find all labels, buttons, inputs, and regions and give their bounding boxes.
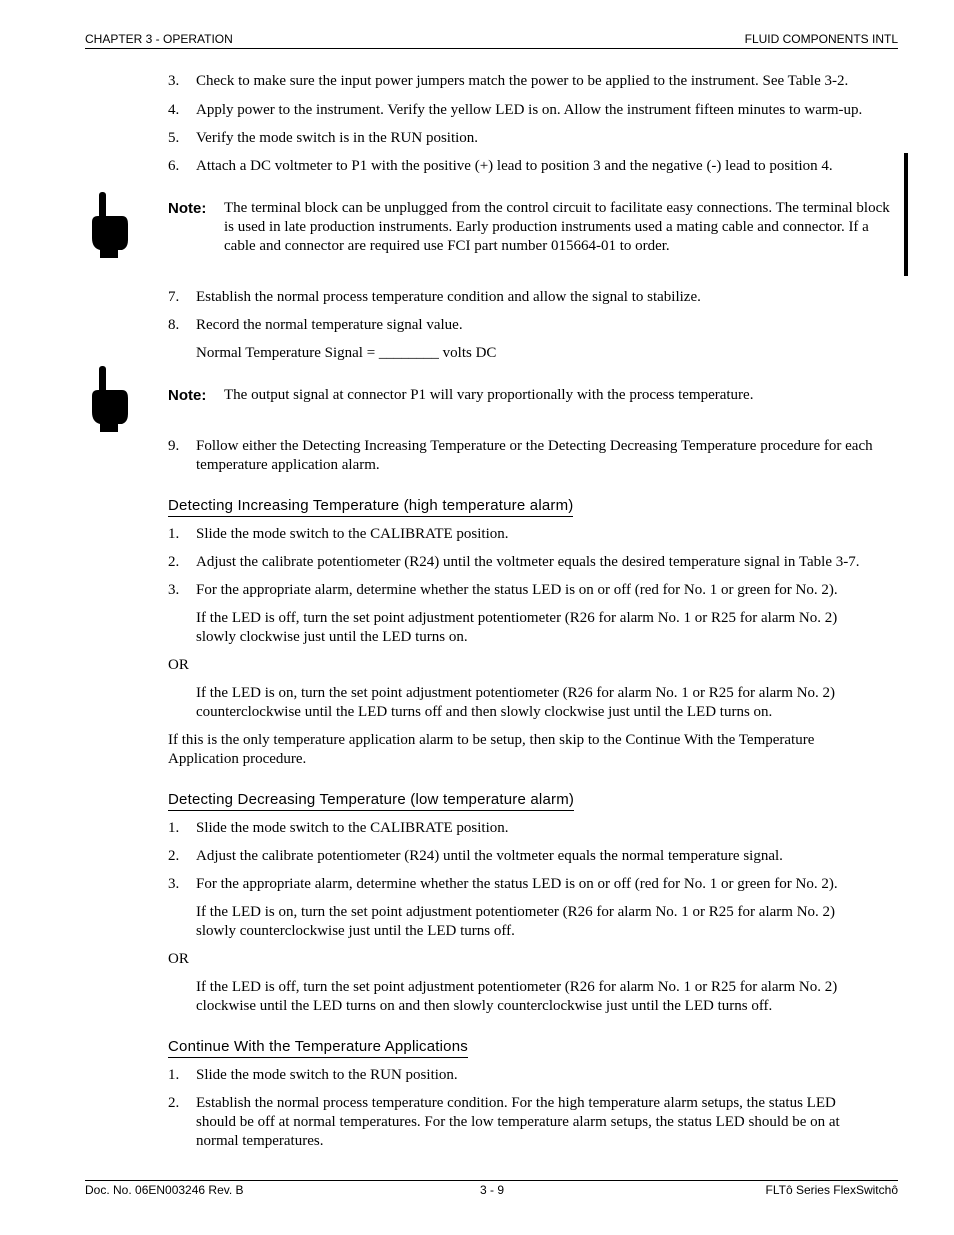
step-text: Slide the mode switch to the RUN position. xyxy=(196,1067,458,1083)
page-footer xyxy=(85,1180,898,1201)
step-number: 2. xyxy=(168,1095,180,1111)
step-text: Establish the normal process temperature condition and allow the signal to stabilize. xyxy=(196,289,701,305)
step-number: 4. xyxy=(168,102,180,118)
revision-change-bar xyxy=(904,153,908,276)
footer-doc-number: Doc. No. 06EN003246 Rev. B xyxy=(85,1183,244,1197)
step-number: 6. xyxy=(168,158,180,174)
page-header xyxy=(85,32,898,49)
or-separator: OR xyxy=(168,657,189,673)
step-text: Slide the mode switch to the CALIBRATE position. xyxy=(196,526,509,542)
step-number: 1. xyxy=(168,526,180,542)
note-label: Note: xyxy=(168,387,207,404)
section-heading-decreasing: Detecting Decreasing Temperature (low temperature alarm) xyxy=(168,791,574,811)
step-number: 1. xyxy=(168,820,180,836)
signal-record-line: Normal Temperature Signal = ________ volts DC xyxy=(196,345,497,361)
step-number: 2. xyxy=(168,848,180,864)
procedure-paragraph: If this is the only temperature application alarm to be setup, then skip to the Continue With the Temperature Application procedure. xyxy=(168,732,815,767)
step-text: Slide the mode switch to the CALIBRATE position. xyxy=(196,820,509,836)
step-number: 3. xyxy=(168,582,180,598)
step-text: Attach a DC voltmeter to P1 with the positive (+) lead to position 3 and the negative (-) lead to position 4. xyxy=(196,158,833,174)
footer-page-number: 3 - 9 xyxy=(480,1183,505,1197)
step-number: 8. xyxy=(168,317,180,333)
step-text: For the appropriate alarm, determine whether the status LED is on or off (red for No. 1 or green for No. 2). xyxy=(196,582,838,598)
step-number: 1. xyxy=(168,1067,180,1083)
step-text: Follow either the Detecting Increasing Temperature or the Detecting Decreasing Temperature procedure for each temperature application alarm. xyxy=(196,438,873,473)
step-number: 2. xyxy=(168,554,180,570)
step-number: 3. xyxy=(168,73,180,89)
step-text: Verify the mode switch is in the RUN position. xyxy=(196,130,479,146)
step-text: Apply power to the instrument. Verify the yellow LED is on. Allow the instrument fifteen minutes to warm-up. xyxy=(196,102,863,118)
pointing-hand-icon xyxy=(90,366,130,432)
step-text: Adjust the calibrate potentiometer (R24) until the voltmeter equals the desired temperature signal in Table 3-7. xyxy=(196,554,860,570)
procedure-paragraph: If the LED is on, turn the set point adjustment potentiometer (R26 for alarm No. 1 or R25 for alarm No. 2) counterclockwise until the LED turns off and then slowly clockwise just until the LED turns on. xyxy=(196,685,836,720)
footer-product-name: FLTô Series FlexSwitchô xyxy=(765,1183,898,1197)
step-text: Record the normal temperature signal value. xyxy=(196,317,463,333)
step-text: Establish the normal process temperature condition. For the high temperature alarm setups, the status LED should be off at normal temperatures. For the low temperature alarm setups, the status LED should be on at normal temperatures. xyxy=(196,1095,840,1149)
header-company: FLUID COMPONENTS INTL xyxy=(744,32,898,46)
step-text: For the appropriate alarm, determine whether the status LED is on or off (red for No. 1 or green for No. 2). xyxy=(196,876,838,892)
note-text: The terminal block can be unplugged from the control circuit to facilitate easy connections. The terminal block is used in late production instruments. Early production instruments used a mating cable and connector. If a cable and connector are required use FCI part number 015664-01 to order. xyxy=(224,200,890,254)
procedure-paragraph: If the LED is off, turn the set point adjustment potentiometer (R26 for alarm No. 1 or R25 for alarm No. 2) slowly clockwise just until the LED turns on. xyxy=(196,610,838,645)
step-number: 3. xyxy=(168,876,180,892)
header-chapter: CHAPTER 3 - OPERATION xyxy=(85,32,233,46)
step-number: 7. xyxy=(168,289,180,305)
pointing-hand-icon xyxy=(90,192,130,258)
step-text: Check to make sure the input power jumpers match the power to be applied to the instrument. See Table 3-2. xyxy=(196,73,849,89)
step-number: 5. xyxy=(168,130,180,146)
section-heading-increasing: Detecting Increasing Temperature (high temperature alarm) xyxy=(168,497,573,517)
or-separator: OR xyxy=(168,951,189,967)
step-number: 9. xyxy=(168,438,180,454)
step-text: Adjust the calibrate potentiometer (R24) until the voltmeter equals the normal temperature signal. xyxy=(196,848,783,864)
section-heading-continue: Continue With the Temperature Applications xyxy=(168,1038,468,1058)
procedure-paragraph: If the LED is on, turn the set point adjustment potentiometer (R26 for alarm No. 1 or R25 for alarm No. 2) slowly counterclockwise just until the LED turns off. xyxy=(196,904,836,939)
note-text: The output signal at connector P1 will vary proportionally with the process temperature. xyxy=(224,387,754,403)
note-label: Note: xyxy=(168,200,207,217)
procedure-paragraph: If the LED is off, turn the set point adjustment potentiometer (R26 for alarm No. 1 or R25 for alarm No. 2) clockwise until the LED turns on and then slowly counterclockwise just until the LED turns off. xyxy=(196,979,838,1014)
